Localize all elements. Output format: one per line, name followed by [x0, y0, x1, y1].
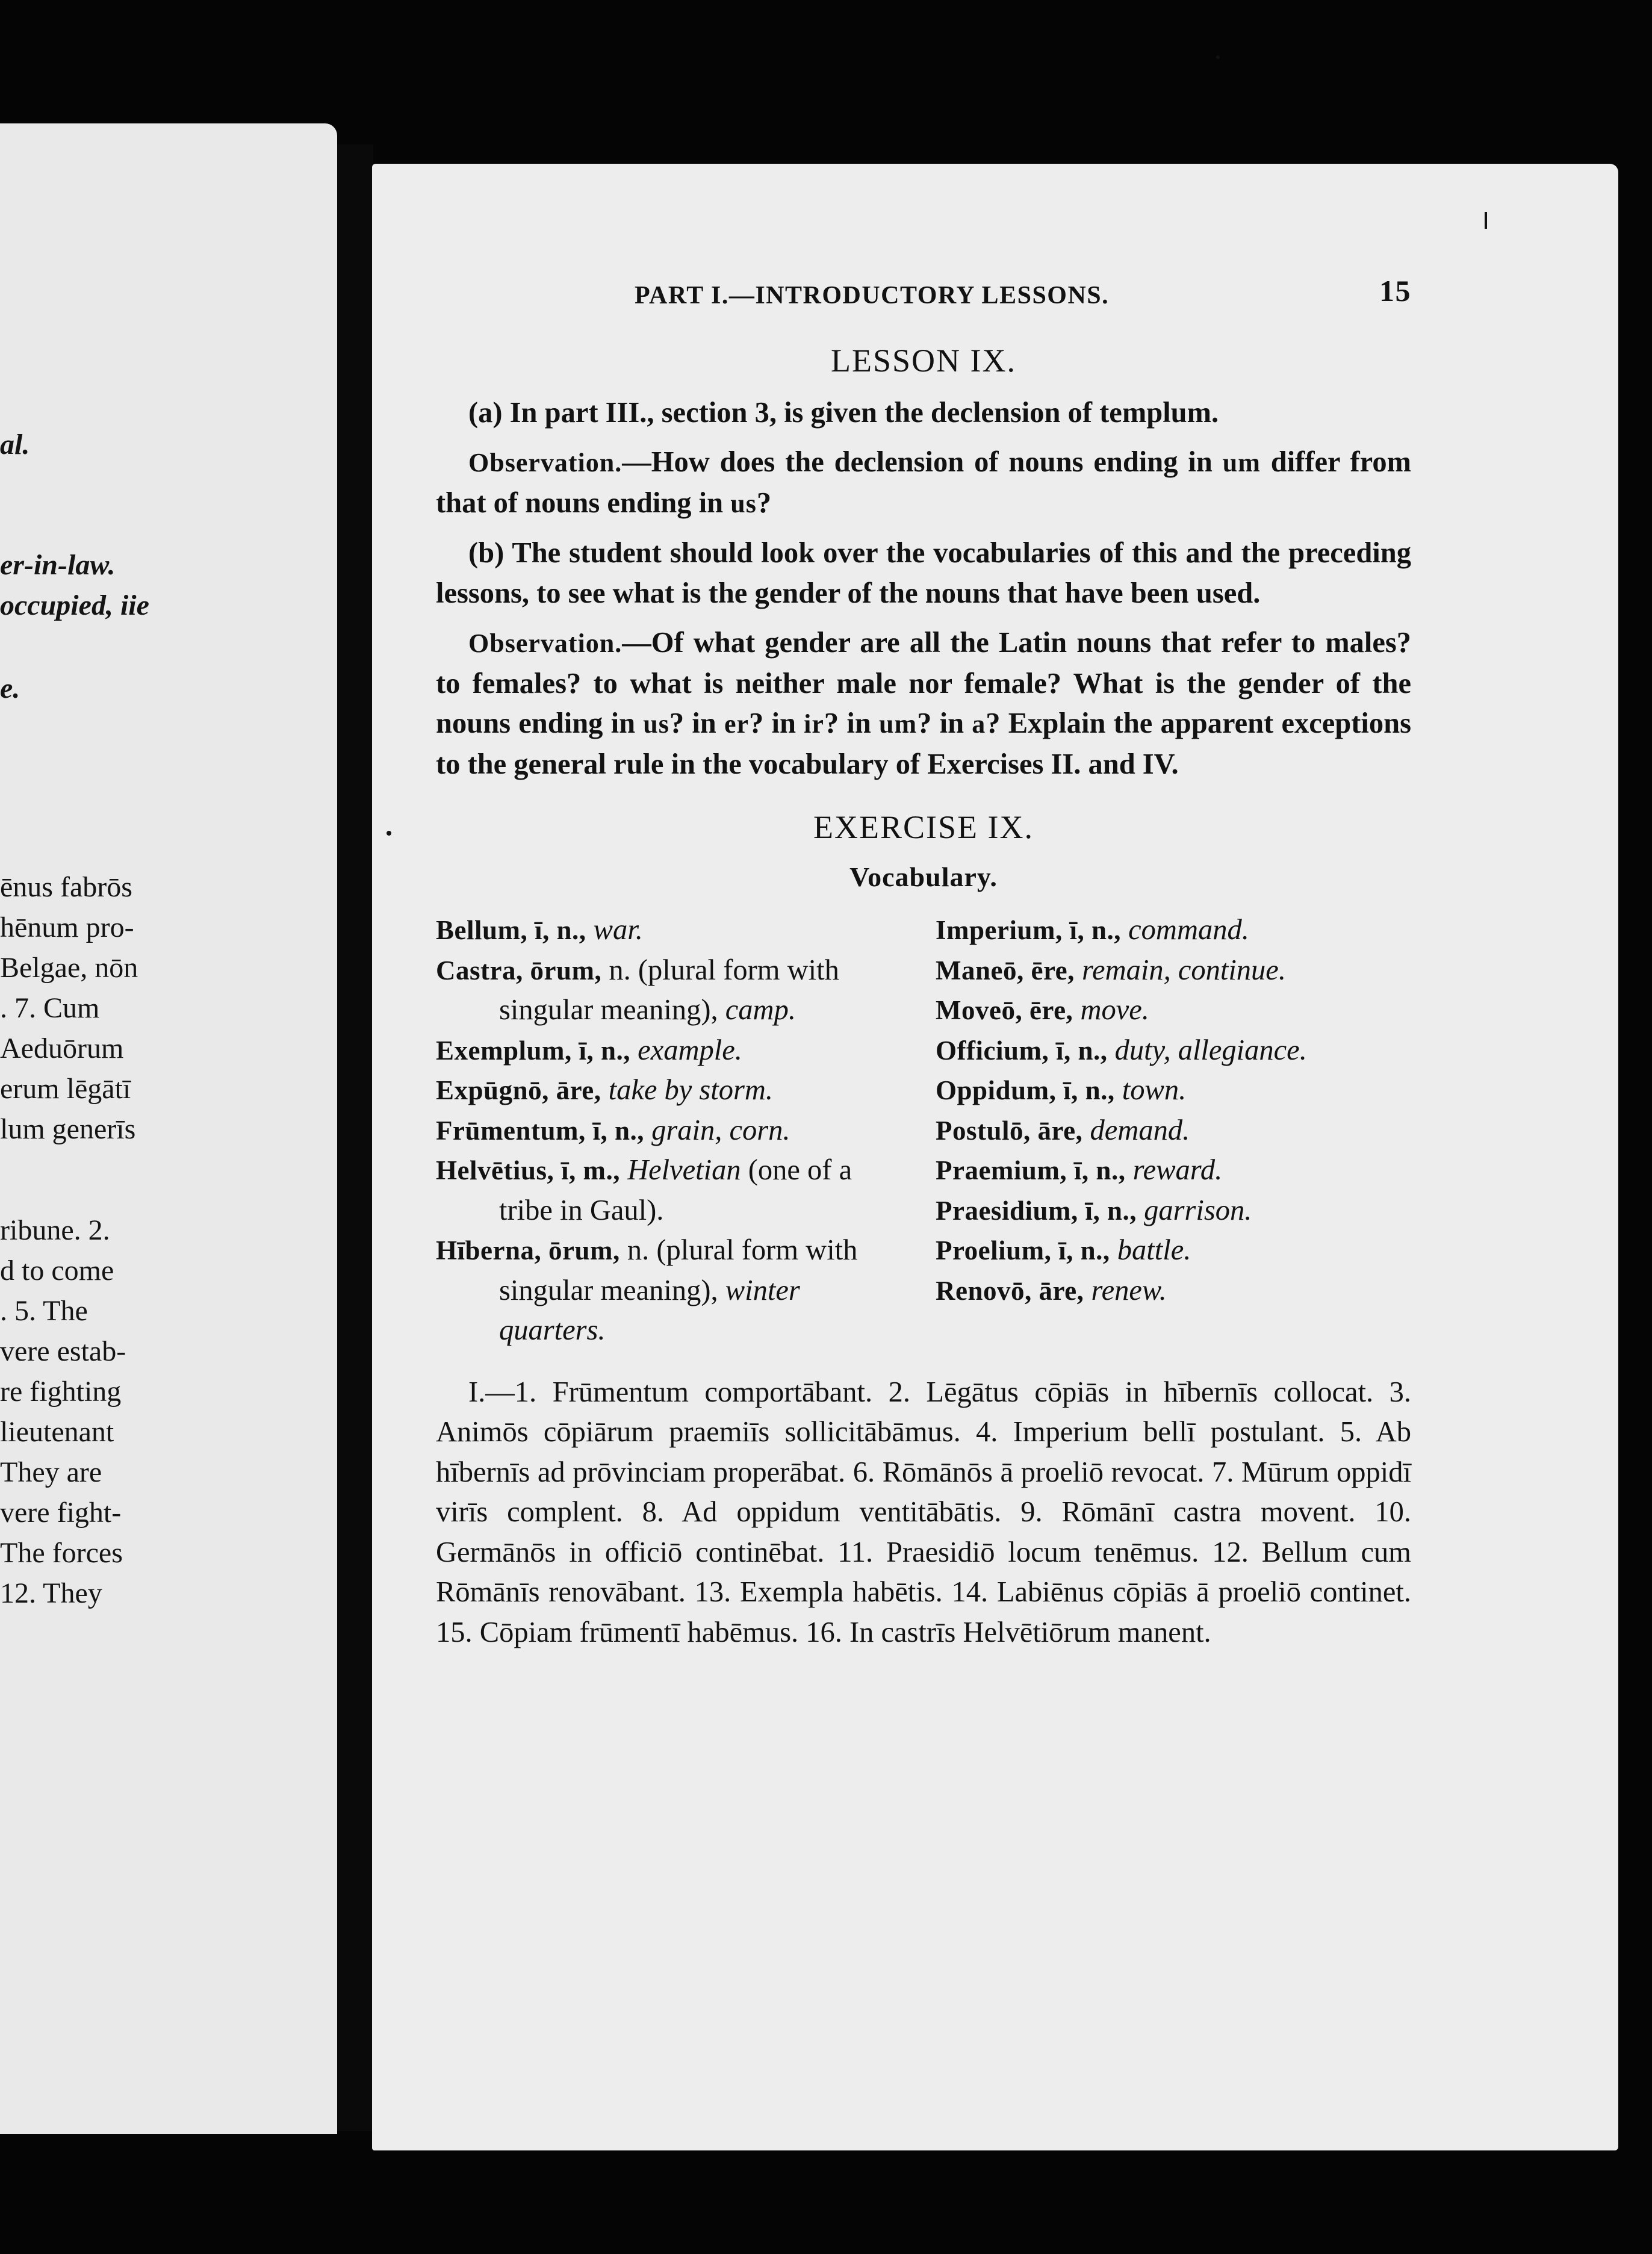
left-page-fragment: vere estab- — [0, 1335, 126, 1367]
vocab-gloss: reward. — [1132, 1154, 1223, 1186]
vocab-gloss: town. — [1122, 1074, 1187, 1106]
left-page-fragment: erum lēgātī — [0, 1073, 131, 1105]
left-page-fragment: occupied, iie — [0, 589, 149, 621]
running-head-title: PART I.—INTRODUCTORY LESSONS. — [635, 282, 1110, 309]
left-page-fragment: er-in-law. — [0, 549, 116, 581]
left-facing-page — [0, 123, 337, 2134]
vocab-gloss: winter quarters. — [499, 1274, 800, 1346]
vocab-headword: Expūgnō, āre, — [436, 1075, 601, 1105]
left-page-fragment: vere fight- — [0, 1497, 122, 1529]
vocab-entry — [936, 1231, 1411, 1271]
vocab-headword: Exemplum, ī, n., — [436, 1035, 631, 1066]
vocab-note: n. (plural form with singular meaning), — [499, 1234, 858, 1306]
vocab-headword: Oppidum, ī, n., — [936, 1075, 1115, 1105]
vocab-headword: Officium, ī, n., — [936, 1035, 1108, 1066]
page-number: 15 — [1379, 274, 1411, 308]
vocab-gloss: command. — [1128, 914, 1249, 946]
left-page-fragment: lum generīs — [0, 1113, 136, 1145]
vocab-entry — [436, 1231, 911, 1351]
vocab-gloss: take by storm. — [608, 1074, 774, 1106]
speck — [1485, 212, 1487, 229]
left-page-fragment: d to come — [0, 1255, 114, 1287]
vocab-gloss: remain, continue. — [1081, 954, 1286, 986]
vocab-headword: Renovō, āre, — [936, 1275, 1084, 1306]
left-page-fragment: hēnum pro- — [0, 911, 134, 943]
vocab-headword: Postulō, āre, — [936, 1115, 1083, 1146]
vocabulary-left-column — [436, 910, 911, 1351]
vocab-headword: Helvētius, ī, m., — [436, 1155, 620, 1185]
vocab-entry — [936, 1070, 1411, 1111]
vocab-headword: Hīberna, ōrum, — [436, 1235, 620, 1265]
vocab-headword: Moveō, ēre, — [936, 995, 1073, 1025]
vocab-gloss: battle. — [1117, 1234, 1191, 1266]
vocab-headword: Castra, ōrum, — [436, 955, 602, 986]
vocab-entry — [436, 1070, 911, 1111]
observation-2: Observation.—Of what gender are all the Latin nouns that refer to males? to females? to what is neither male nor female? What is the gender of the nouns ending in us? in er? in ir? in um? in a? Explain the apparent exceptions to the general rule in the vocabulary of Exercises II. and IV. — [436, 627, 1411, 780]
vocab-entry — [936, 1271, 1411, 1311]
vocab-gloss: garrison. — [1144, 1194, 1252, 1226]
vocab-entry — [936, 951, 1411, 991]
vocab-note: n. (plural form with singular meaning), — [499, 954, 839, 1026]
left-page-fragment: Aeduōrum — [0, 1032, 124, 1064]
vocab-entry — [936, 910, 1411, 951]
book-gutter — [337, 144, 373, 2131]
observation-1: Observation.—How does the declension of nouns ending in um differ from that of nouns ending in us? — [436, 446, 1411, 519]
vocab-headword: Proelium, ī, n., — [936, 1235, 1110, 1265]
exercise-title: EXERCISE IX. — [813, 809, 1034, 845]
vocabulary-title: Vocabulary. — [849, 861, 998, 892]
vocab-entry — [436, 1150, 911, 1231]
vocab-headword: Praemium, ī, n., — [936, 1155, 1126, 1185]
vocab-headword: Frūmentum, ī, n., — [436, 1115, 644, 1146]
left-page-fragment: 12. They — [0, 1577, 102, 1609]
vocab-entry — [936, 1191, 1411, 1231]
vocab-headword: Imperium, ī, n., — [936, 915, 1122, 945]
paragraph-a: (a) In part III., section 3, is given the declension of templum. — [468, 396, 1219, 429]
vocab-entry — [936, 1150, 1411, 1191]
vocab-entry — [436, 910, 911, 951]
vocab-gloss: demand. — [1090, 1114, 1190, 1146]
running-head — [436, 265, 1411, 313]
vocab-gloss: duty, allegiance. — [1114, 1034, 1307, 1066]
vocab-gloss: Helvetian — [627, 1154, 741, 1186]
left-page-fragment: lieutenant — [0, 1416, 114, 1448]
vocab-entry — [936, 1031, 1411, 1071]
left-page-fragment: The forces — [0, 1537, 123, 1569]
page-content — [436, 265, 1411, 1662]
vocab-gloss: grain, corn. — [651, 1114, 790, 1146]
vocab-entry — [936, 990, 1411, 1031]
vocab-entry — [436, 1031, 911, 1071]
left-page-fragment: e. — [0, 672, 20, 704]
exercise-sentences: I.—1. Frūmentum comportābant. 2. Lēgātus cōpiās in hībernīs collocat. 3. Animōs cōpiārum praemiīs sollicitābāmus. 4. Imperium bellī postulant. 5. Ab hībernīs ad prōvinciam properābat. 6. Rōmānōs ā proeliō revocat. 7. Mūrum oppidī virīs complent. 8. Ad oppidum ventitābātis. 9. Rōmānī castra movent. 10. Germānōs in officiō continēbat. 11. Praesidiō locum tenēmus. 12. Bellum cum Rōmānīs renovābant. 13. Exempla habētis. 14. Labiēnus cōpiās ā proeliō continet. 15. Cōpiam frūmentī habēmus. 16. In castrīs Helvētiōrum manent. — [436, 1376, 1411, 1648]
vocab-entry — [936, 1111, 1411, 1151]
vocab-entry — [436, 1111, 911, 1151]
vocab-headword: Maneō, ēre, — [936, 955, 1075, 986]
paragraph-b: (b) The student should look over the vocabularies of this and the preceding lessons, to see what is the gender of the nouns that have been used. — [436, 537, 1411, 609]
left-page-fragment: Belgae, nōn — [0, 952, 138, 984]
left-page-fragment: re fighting — [0, 1376, 122, 1408]
left-page-fragment: They are — [0, 1456, 102, 1488]
vocab-gloss: move. — [1080, 994, 1149, 1026]
vocab-gloss: renew. — [1091, 1274, 1167, 1306]
vocab-gloss: war. — [593, 914, 643, 946]
vocabulary-right-column — [936, 910, 1411, 1351]
vocab-note: (one of a tribe in Gaul). — [499, 1154, 852, 1226]
vocab-gloss: camp. — [725, 994, 796, 1026]
vocab-headword: Bellum, ī, n., — [436, 915, 586, 945]
vocab-headword: Praesidium, ī, n., — [936, 1195, 1137, 1226]
observation-label: Observation. — [468, 629, 623, 658]
observation-label: Observation. — [468, 448, 623, 477]
left-page-fragment: . 7. Cum — [0, 992, 100, 1024]
left-page-fragment: . 5. The — [0, 1295, 88, 1327]
bold-word-templum: templum. — [1099, 396, 1219, 429]
lesson-title: LESSON IX. — [830, 343, 1016, 379]
left-page-fragment: ribune. 2. — [0, 1214, 110, 1246]
speck — [1216, 55, 1220, 59]
vocab-entry — [436, 951, 911, 1031]
vocabulary-list — [436, 910, 1411, 1351]
speck — [387, 831, 391, 836]
vocab-gloss: example. — [638, 1034, 742, 1066]
left-page-fragment: ēnus fabrōs — [0, 871, 132, 903]
left-page-fragment: al. — [0, 429, 30, 461]
